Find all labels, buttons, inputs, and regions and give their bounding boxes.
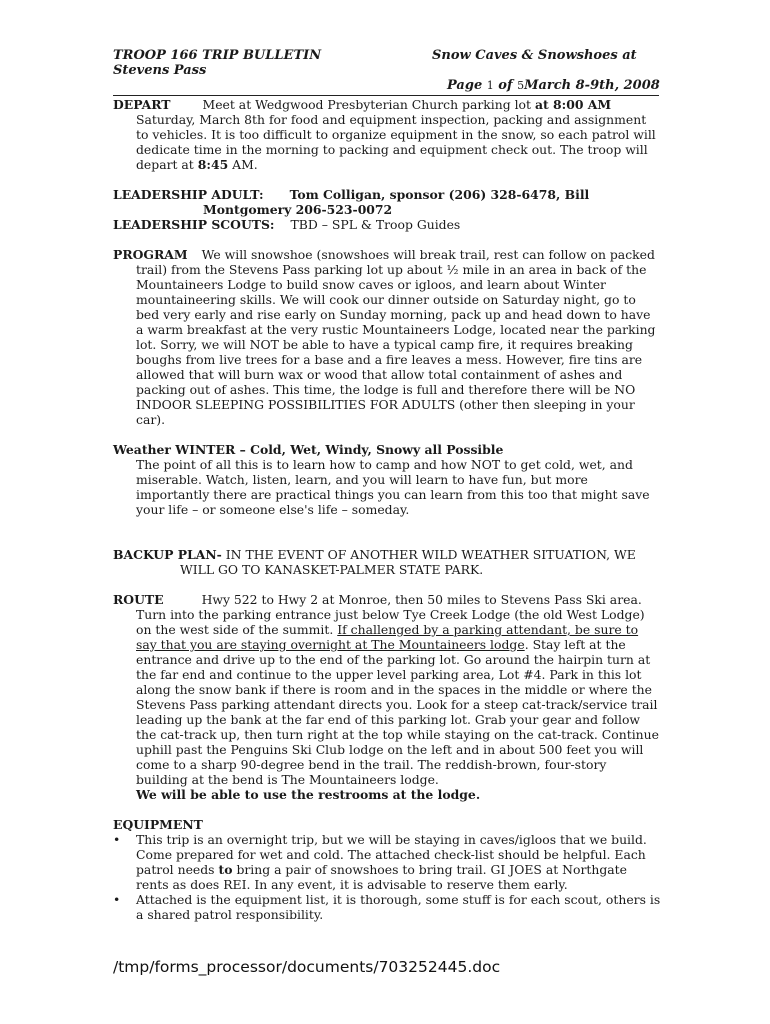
depart-text-2: Saturday, March 8th for food and equipment inspection, packing and assignment to vehicles. It is too difficult to organize equipment in the snow, so each patrol will dedicate time in the morning to packing and equipment check out. The troop will depart at (136, 112, 656, 172)
page-and-date (447, 78, 660, 93)
document-path-footer: /tmp/forms_processor/documents/703252445.doc (113, 958, 501, 976)
leadership-adult (113, 187, 661, 202)
equipment-bullet-2-text: Attached is the equipment list, it is thorough, some stuff is for each scout, others is a shared patrol responsibility. (136, 892, 661, 922)
of-word: of (498, 78, 513, 93)
equipment-bullet-1-bold: to (218, 862, 233, 877)
depart-time: at 8:00 AM (534, 97, 612, 112)
route-restrooms: We will be able to use the restrooms at the lodge. (136, 787, 481, 802)
bulletin-title: TROOP 166 TRIP BULLETIN (113, 48, 322, 63)
program-label: PROGRAM (113, 247, 188, 262)
backup-label: BACKUP PLAN- (113, 547, 222, 562)
route-label: ROUTE (113, 592, 164, 607)
program-section (113, 247, 661, 427)
backup-line2: WILL GO TO KANASKET-PALMER STATE PARK. (180, 562, 484, 577)
weather-text: The point of all this is to learn how to camp and how NOT to get cold, wet, and miserable. Watch, listen, learn, and you will learn to have fun, but more importantly there are practical things you can learn from this too that might save your life – or someone else's life – someday. (136, 457, 650, 517)
depart-text-3: AM. (232, 157, 258, 172)
page-word: Page (447, 78, 483, 93)
depart-section (113, 97, 661, 172)
bullet-icon: • (113, 892, 121, 907)
leadership-scouts (113, 217, 661, 232)
leadership-scouts-value: TBD – SPL & Troop Guides (290, 217, 461, 232)
leadership-scouts-label: LEADERSHIP SCOUTS: (113, 217, 275, 232)
bullet-icon: • (113, 832, 121, 847)
leadership-adult-line2: Montgomery 206-523-0072 (203, 202, 393, 217)
backup-line1: IN THE EVENT OF ANOTHER WILD WEATHER SITUATION, WE (221, 547, 636, 562)
equipment-bullet-1 (113, 832, 661, 892)
trip-date: March 8-9th, 2008 (524, 78, 660, 93)
equipment-bullet-2 (113, 892, 661, 922)
depart-label: DEPART (113, 97, 171, 112)
leadership-adult-line1: Tom Colligan, sponsor (206) 328-6478, Bill (289, 187, 590, 202)
page-number: 1 (486, 79, 494, 92)
equipment-bullet-1-text-a: This trip is an overnight trip, but we will be staying in caves/igloos that we build. Come prepared for wet and cold. The attached check-list should be helpful. Each patrol needs (136, 832, 647, 877)
trip-title-continued: Stevens Pass (113, 63, 207, 78)
equipment-bullet-1-text-b: bring a pair of snowshoes to bring trail. GI JOES at Northgate rents as does REI. In any event, it is advisable to reserve them early. (136, 862, 627, 892)
program-text: We will snowshoe (snowshoes will break trail, rest can follow on packed trail) from the Stevens Pass parking lot up about ½ mile in an area in back of the Mountaineers Lodge to build snow caves or igloos, and learn about Winter mountaineering skills. We will cook our dinner outside on Saturday night, go to bed very early and rise early on Sunday morning, pack up and head down to have a warm breakfast at the very rustic Mountaineers Lodge, located near the parking lot. Sorry, we will NOT be able to have a typical camp fire, it requires breaking boughs from live trees for a base and a fire leaves a mess. However, fire tins are allowed that will burn wax or wood that allow total containment of ashes and packing out of ashes. This time, the lodge is full and therefore there will be NO INDOOR SLEEPING POSSIBILITIES FOR ADULTS (other then sleeping in your car). (136, 247, 656, 427)
weather-heading: Weather WINTER – Cold, Wet, Windy, Snowy all Possible (113, 442, 504, 457)
header-rule (113, 95, 659, 96)
document-body (113, 97, 661, 922)
page-total: 5 (517, 79, 525, 92)
equipment-label: EQUIPMENT (113, 817, 203, 832)
trip-title: Snow Caves & Snowshoes at (432, 48, 637, 63)
depart-text-1: Meet at Wedgwood Presbyterian Church parking lot (202, 97, 531, 112)
depart-time-2: 8:45 (197, 157, 229, 172)
route-text-1: Hwy 522 to Hwy 2 at Monroe, then 50 miles to Stevens Pass Ski area. Turn into the parking entrance just below Tye Creek Lodge (the old West Lodge) on the west side of the summit. (136, 592, 645, 637)
route-section (113, 592, 661, 787)
backup-plan (113, 547, 661, 562)
route-parking-note: If challenged by a parking attendant, be sure to say that you are staying overnight at The Mountaineers lodge (136, 622, 639, 652)
route-text-2: . Stay left at the entrance and drive up to the end of the parking lot. Go around the hairpin turn at the far end and continue to the upper level parking area, Lot #4. Park in this lot along the snow bank if there is room and in the spaces in the middle or where the Stevens Pass parking attendant directs you. Look for a steep cat-track/service trail leading up the bank at the far end of this parking lot. Grab your gear and follow the cat-track up, then turn right at the top while staying on the cat-track. Continue uphill past the Penguins Ski Club lodge on the left and in about 500 feet you will come to a sharp 90-degree bend in the trail. The reddish-brown, four-story building at the bend is The Mountaineers lodge. (136, 637, 659, 787)
leadership-adult-label: LEADERSHIP ADULT: (113, 187, 264, 202)
